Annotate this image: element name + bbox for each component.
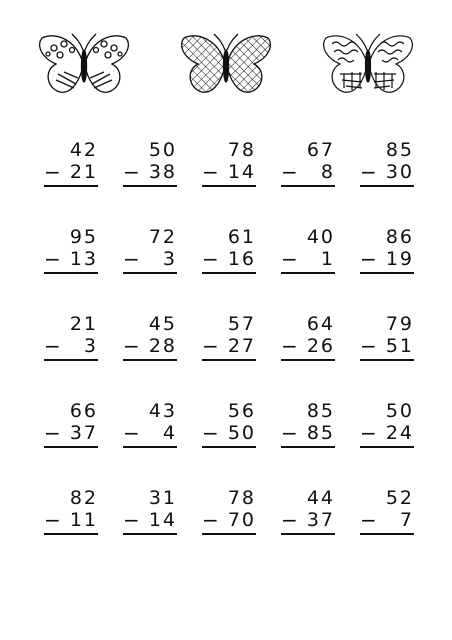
answer-line: [281, 446, 335, 448]
subtraction-problem: [281, 313, 335, 400]
answer-line: [123, 446, 177, 448]
subtrahend: 30: [385, 161, 414, 183]
subtrahend-line: [44, 248, 98, 270]
subtrahend: 38: [148, 161, 177, 183]
subtraction-problem: [360, 313, 414, 400]
subtraction-problem: [123, 400, 177, 487]
answer-line: [281, 185, 335, 187]
minus-sign: −: [360, 421, 379, 445]
butterfly-checkered-icon: [176, 28, 276, 100]
subtrahend: 37: [306, 509, 335, 531]
subtrahend: 13: [69, 248, 98, 270]
subtrahend-line: [360, 422, 414, 444]
subtraction-problem: [281, 487, 335, 574]
subtrahend: 3: [83, 335, 98, 357]
minuend: 95: [69, 226, 98, 248]
minuend: 43: [148, 400, 177, 422]
subtrahend-line: [123, 509, 177, 531]
minus-sign: −: [202, 247, 221, 271]
minuend: 86: [385, 226, 414, 248]
minus-sign: −: [281, 508, 300, 532]
subtraction-problem: [281, 400, 335, 487]
minus-sign: −: [44, 421, 63, 445]
answer-line: [202, 446, 256, 448]
minuend: 44: [306, 487, 335, 509]
minus-sign: −: [281, 421, 300, 445]
subtrahend-line: [281, 161, 335, 183]
answer-line: [202, 533, 256, 535]
minus-sign: −: [281, 160, 300, 184]
minuend: 56: [227, 400, 256, 422]
minus-sign: −: [123, 334, 142, 358]
answer-line: [123, 533, 177, 535]
minuend: 85: [385, 139, 414, 161]
subtrahend-line: [44, 509, 98, 531]
minuend: 61: [227, 226, 256, 248]
answer-line: [202, 272, 256, 274]
subtrahend: 27: [227, 335, 256, 357]
problem-row: [44, 139, 414, 226]
subtraction-problem: [360, 400, 414, 487]
answer-line: [123, 359, 177, 361]
answer-line: [360, 533, 414, 535]
subtraction-problem: [44, 487, 98, 574]
minus-sign: −: [360, 508, 379, 532]
subtrahend: 70: [227, 509, 256, 531]
minus-sign: −: [44, 508, 63, 532]
subtrahend: 51: [385, 335, 414, 357]
minuend: 50: [385, 400, 414, 422]
minus-sign: −: [202, 160, 221, 184]
subtrahend-line: [44, 335, 98, 357]
subtrahend-line: [360, 248, 414, 270]
answer-line: [44, 446, 98, 448]
answer-line: [44, 272, 98, 274]
subtraction-problem: [44, 226, 98, 313]
subtrahend-line: [360, 509, 414, 531]
minuend: 57: [227, 313, 256, 335]
subtrahend-line: [123, 161, 177, 183]
problem-row: [44, 400, 414, 487]
subtrahend: 19: [385, 248, 414, 270]
subtraction-problem: [360, 487, 414, 574]
minuend: 67: [306, 139, 335, 161]
answer-line: [360, 185, 414, 187]
butterfly-dotted-icon: [34, 28, 134, 100]
minuend: 42: [69, 139, 98, 161]
minuend: 79: [385, 313, 414, 335]
subtrahend: 3: [162, 248, 177, 270]
subtrahend: 50: [227, 422, 256, 444]
answer-line: [360, 272, 414, 274]
subtrahend: 24: [385, 422, 414, 444]
subtrahend: 16: [227, 248, 256, 270]
minuend: 21: [69, 313, 98, 335]
subtrahend-line: [281, 422, 335, 444]
minus-sign: −: [123, 508, 142, 532]
subtrahend-line: [281, 509, 335, 531]
subtrahend: 7: [399, 509, 414, 531]
answer-line: [123, 272, 177, 274]
subtraction-problem: [123, 139, 177, 226]
minuend: 82: [69, 487, 98, 509]
subtrahend: 14: [148, 509, 177, 531]
minuend: 40: [306, 226, 335, 248]
subtrahend-line: [123, 248, 177, 270]
subtrahend-line: [202, 248, 256, 270]
minus-sign: −: [281, 247, 300, 271]
minus-sign: −: [281, 334, 300, 358]
minuend: 78: [227, 487, 256, 509]
subtrahend: 1: [320, 248, 335, 270]
subtraction-problem: [281, 226, 335, 313]
problem-row: [44, 487, 414, 574]
minus-sign: −: [360, 160, 379, 184]
minuend: 50: [148, 139, 177, 161]
answer-line: [360, 359, 414, 361]
problem-row: [44, 313, 414, 400]
minuend: 64: [306, 313, 335, 335]
minus-sign: −: [123, 421, 142, 445]
subtrahend-line: [123, 335, 177, 357]
subtraction-problem: [202, 226, 256, 313]
answer-line: [202, 359, 256, 361]
subtraction-problem: [202, 139, 256, 226]
subtrahend-line: [360, 335, 414, 357]
subtraction-problem: [202, 313, 256, 400]
subtraction-problem: [44, 313, 98, 400]
subtrahend: 21: [69, 161, 98, 183]
subtrahend-line: [281, 248, 335, 270]
answer-line: [44, 359, 98, 361]
butterfly-swirl-icon: [318, 28, 418, 100]
minus-sign: −: [44, 334, 63, 358]
subtraction-problem: [123, 487, 177, 574]
minus-sign: −: [202, 334, 221, 358]
answer-line: [44, 533, 98, 535]
problem-row: [44, 226, 414, 313]
minus-sign: −: [44, 160, 63, 184]
minus-sign: −: [360, 334, 379, 358]
answer-line: [202, 185, 256, 187]
subtrahend-line: [202, 161, 256, 183]
subtrahend: 14: [227, 161, 256, 183]
minus-sign: −: [360, 247, 379, 271]
minuend: 78: [227, 139, 256, 161]
subtraction-problem: [202, 487, 256, 574]
answer-line: [281, 533, 335, 535]
minus-sign: −: [123, 160, 142, 184]
answer-line: [123, 185, 177, 187]
subtrahend-line: [44, 161, 98, 183]
subtraction-grid: [44, 139, 414, 574]
minus-sign: −: [44, 247, 63, 271]
answer-line: [44, 185, 98, 187]
subtraction-problem: [360, 226, 414, 313]
minus-sign: −: [202, 421, 221, 445]
subtrahend-line: [360, 161, 414, 183]
subtraction-problem: [202, 400, 256, 487]
subtraction-problem: [123, 226, 177, 313]
minuend: 72: [148, 226, 177, 248]
subtrahend-line: [202, 422, 256, 444]
minuend: 45: [148, 313, 177, 335]
minuend: 66: [69, 400, 98, 422]
subtrahend: 4: [162, 422, 177, 444]
answer-line: [281, 272, 335, 274]
answer-line: [281, 359, 335, 361]
subtrahend-line: [202, 509, 256, 531]
subtrahend: 8: [320, 161, 335, 183]
subtrahend-line: [44, 422, 98, 444]
subtrahend: 28: [148, 335, 177, 357]
minuend: 31: [148, 487, 177, 509]
subtraction-problem: [44, 400, 98, 487]
subtrahend: 37: [69, 422, 98, 444]
subtrahend-line: [202, 335, 256, 357]
minuend: 52: [385, 487, 414, 509]
subtraction-problem: [360, 139, 414, 226]
subtrahend: 26: [306, 335, 335, 357]
butterfly-header: [0, 28, 452, 108]
subtrahend-line: [281, 335, 335, 357]
minus-sign: −: [202, 508, 221, 532]
subtrahend: 11: [69, 509, 98, 531]
minus-sign: −: [123, 247, 142, 271]
subtrahend-line: [123, 422, 177, 444]
minuend: 85: [306, 400, 335, 422]
subtraction-problem: [44, 139, 98, 226]
subtraction-problem: [281, 139, 335, 226]
answer-line: [360, 446, 414, 448]
subtrahend: 85: [306, 422, 335, 444]
subtraction-problem: [123, 313, 177, 400]
